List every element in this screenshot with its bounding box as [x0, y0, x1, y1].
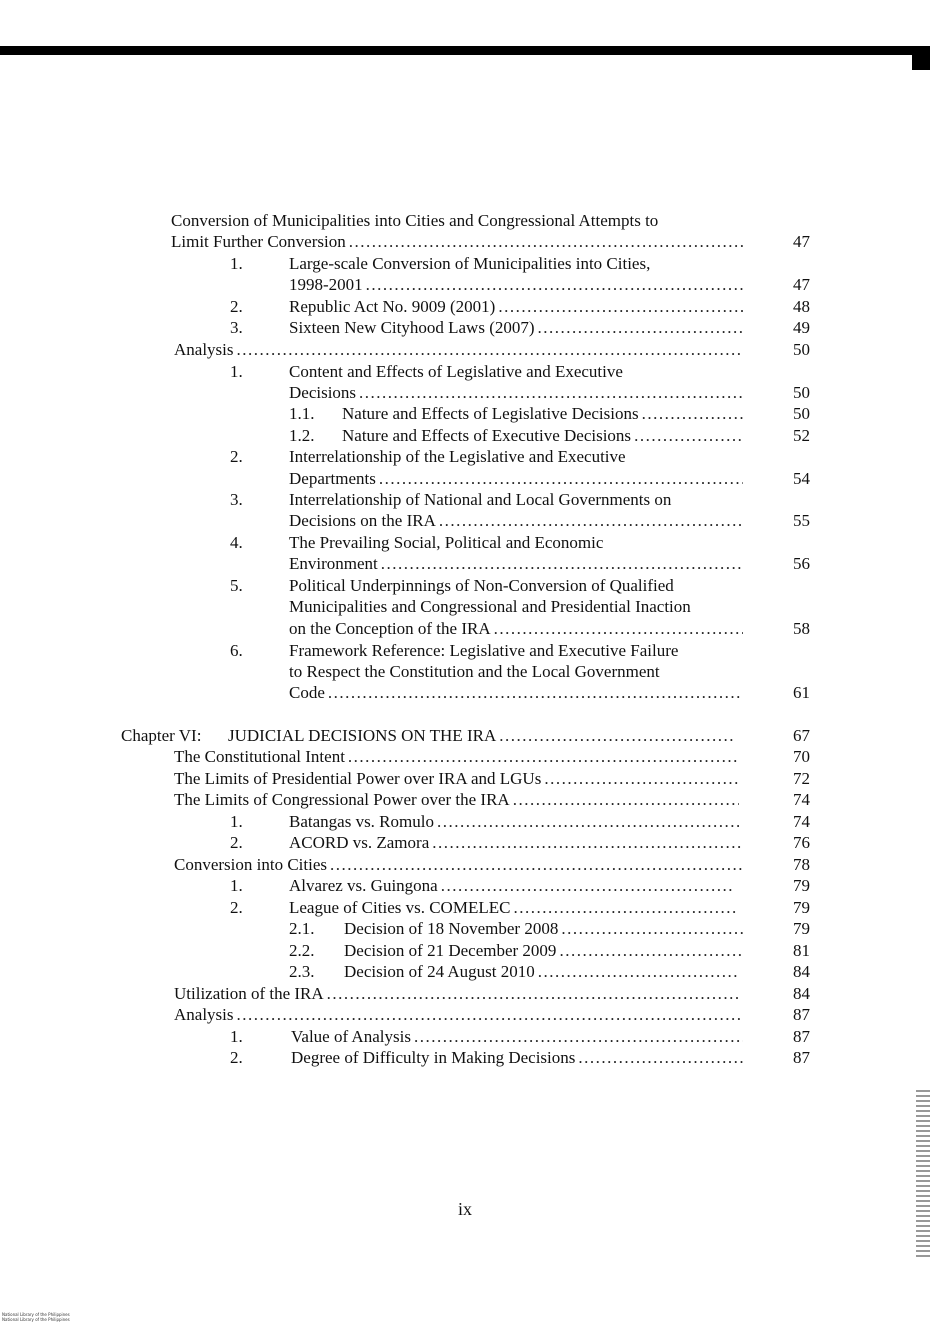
leader-dots [359, 382, 743, 403]
page-ref: 47 [793, 275, 810, 294]
toc-entry-environment-line1: The Prevailing Social, Political and Economic [289, 533, 604, 552]
page-ref: 74 [793, 812, 810, 831]
leader-dots [498, 296, 743, 317]
toc-entry-conversion-cities: Conversion into Cities ..... [174, 854, 743, 875]
toc-entry-content-effects: Decisions ..... [289, 382, 743, 403]
page-ref: 87 [793, 1027, 810, 1046]
page-ref: 55 [793, 511, 810, 530]
leader-dots [348, 746, 737, 767]
leader-dots [237, 1004, 744, 1025]
leader-dots [559, 940, 743, 961]
toc-entry-decision-2009: Decision of 21 December 2009 ..... [344, 940, 743, 961]
page-ref: 58 [793, 619, 810, 638]
leader-dots [328, 682, 743, 703]
page-ref: 48 [793, 297, 810, 316]
item-number: 2.1. [289, 919, 315, 938]
toc-entry-non-conversion: on the Conception of the IRA ..... [289, 618, 743, 639]
toc-entry-decision-2008: Decision of 18 November 2008 ..... [344, 918, 743, 939]
page-ref: 47 [793, 232, 810, 251]
footer-watermark-line: National Library of the Philippines [2, 1317, 70, 1322]
item-number: 2.2. [289, 941, 315, 960]
toc-entry-degree-difficulty: Degree of Difficulty in Making Decisions ..... [291, 1047, 743, 1068]
leader-dots [414, 1026, 743, 1047]
toc-entry-framework-line1: Framework Reference: Legislative and Executive Failure [289, 641, 679, 660]
page-ref: 56 [793, 554, 810, 573]
scan-corner-mark [912, 46, 930, 70]
top-rule [0, 46, 930, 55]
toc-entry-framework-line2: to Respect the Constitution and the Local Government [289, 662, 660, 681]
toc-entry-cityhood-laws: Sixteen New Cityhood Laws (2007) ..... [289, 317, 743, 338]
toc-entry-utilization: Utilization of the IRA ..... [174, 983, 739, 1004]
toc-entry-constitutional-intent: The Constitutional Intent ..... [174, 746, 737, 767]
toc-entry-conversion-line1: Conversion of Municipalities into Cities and Congressional Attempts to [171, 211, 659, 230]
item-number: 5. [230, 576, 243, 595]
leader-dots [237, 339, 744, 360]
page-ref: 84 [793, 962, 810, 981]
toc-entry-framework: Code ..... [289, 682, 743, 703]
item-number: 2. [230, 833, 243, 852]
page-ref: 76 [793, 833, 810, 852]
toc-entry-value-analysis: Value of Analysis ..... [291, 1026, 743, 1047]
toc-entry-national-local: Decisions on the IRA ..... [289, 510, 743, 531]
leader-dots [441, 875, 733, 896]
page-ref: 49 [793, 318, 810, 337]
leader-dots [561, 918, 743, 939]
toc-entry-large-scale: 1998-2001 ..... [289, 274, 743, 295]
page-number: ix [457, 1199, 472, 1219]
item-number: 1. [230, 362, 243, 381]
page-ref: 79 [793, 919, 810, 938]
page-ref: 81 [793, 941, 810, 960]
page-ref: 50 [793, 404, 810, 423]
toc-entry-legislative-decisions: Nature and Effects of Legislative Decisions ..... [342, 403, 743, 424]
toc-entry-national-local-line1: Interrelationship of National and Local Governments on [289, 490, 672, 509]
item-number: 1. [230, 254, 243, 273]
toc-entry-league-comelec: League of Cities vs. COMELEC ..... [289, 897, 737, 918]
toc-entry-alvarez-guingona: Alvarez vs. Guingona ..... [289, 875, 733, 896]
toc-entry-decision-2010: Decision of 24 August 2010 ..... [344, 961, 739, 982]
toc-entry-batangas-romulo: Batangas vs. Romulo ..... [289, 811, 739, 832]
leader-dots [538, 961, 739, 982]
item-number: 1.1. [289, 404, 315, 423]
item-number: 2. [230, 898, 243, 917]
leader-dots [439, 510, 743, 531]
toc-entry-analysis: Analysis ..... [174, 339, 743, 360]
toc-entry-content-effects-line1: Content and Effects of Legislative and Executive [289, 362, 623, 381]
toc-entry-presidential-power: The Limits of Presidential Power over IRA and LGUs ..... [174, 768, 739, 789]
item-number: 3. [230, 490, 243, 509]
page-ref: 72 [793, 769, 810, 788]
item-number: 2. [230, 447, 243, 466]
leader-dots [642, 403, 743, 424]
footer-watermark [2, 1312, 70, 1322]
page-ref: 61 [793, 683, 810, 702]
footer-watermark-line: National Library of the Philippines [2, 1312, 70, 1317]
item-number: 1. [230, 876, 243, 895]
page-ref: 54 [793, 469, 810, 488]
toc-entry-acord-zamora: ACORD vs. Zamora ..... [289, 832, 741, 853]
toc-entry-large-scale-line1: Large-scale Conversion of Municipalities into Cities, [289, 254, 651, 273]
toc-entry-congressional-power: The Limits of Congressional Power over the IRA ..... [174, 789, 739, 810]
leader-dots [634, 425, 743, 446]
toc-entry-environment: Environment ..... [289, 553, 743, 574]
item-number: 3. [230, 318, 243, 337]
leader-dots [327, 983, 739, 1004]
toc-entry-executive-decisions: Nature and Effects of Executive Decisions ..... [342, 425, 743, 446]
toc-entry-non-conversion-line1: Political Underpinnings of Non-Conversion of Qualified [289, 576, 674, 595]
toc-entry-conversion: Limit Further Conversion ..... [171, 231, 743, 252]
leader-dots [379, 468, 743, 489]
toc-entry-ra-9009: Republic Act No. 9009 (2001) ..... [289, 296, 743, 317]
leader-dots [432, 832, 741, 853]
leader-dots [349, 231, 743, 252]
toc-entry-chapter-6: JUDICIAL DECISIONS ON THE IRA ..... [228, 725, 733, 746]
item-number: 1.2. [289, 426, 315, 445]
page-ref: 79 [793, 876, 810, 895]
item-number: 2. [230, 297, 243, 316]
item-number: 4. [230, 533, 243, 552]
leader-dots [437, 811, 739, 832]
leader-dots [366, 274, 743, 295]
leader-dots [578, 1047, 743, 1068]
toc-entry-analysis: Analysis ..... [174, 1004, 743, 1025]
leader-dots [494, 618, 743, 639]
page-ref: 84 [793, 984, 810, 1003]
page-ref: 50 [793, 340, 810, 359]
page-ref: 50 [793, 383, 810, 402]
item-number: 2. [230, 1048, 243, 1067]
leader-dots [513, 897, 737, 918]
leader-dots [330, 854, 743, 875]
page-ref: 70 [793, 747, 810, 766]
toc-entry-interrelationship-line1: Interrelationship of the Legislative and Executive [289, 447, 626, 466]
page-ref: 52 [793, 426, 810, 445]
chapter-label: Chapter VI: [121, 726, 202, 745]
leader-dots [381, 553, 743, 574]
scan-edge-artifact [916, 1090, 930, 1260]
page-ref: 87 [793, 1048, 810, 1067]
leader-dots [544, 768, 739, 789]
item-number: 2.3. [289, 962, 315, 981]
leader-dots [513, 789, 739, 810]
leader-dots [538, 317, 743, 338]
page-ref: 78 [793, 855, 810, 874]
item-number: 1. [230, 1027, 243, 1046]
toc-entry-interrelationship: Departments ..... [289, 468, 743, 489]
page-ref: 87 [793, 1005, 810, 1024]
leader-dots [499, 725, 733, 746]
item-number: 6. [230, 641, 243, 660]
page-ref: 79 [793, 898, 810, 917]
item-number: 1. [230, 812, 243, 831]
toc-entry-non-conversion-line2: Municipalities and Congressional and Presidential Inaction [289, 597, 691, 616]
page-ref: 74 [793, 790, 810, 809]
page-ref: 67 [793, 726, 810, 745]
